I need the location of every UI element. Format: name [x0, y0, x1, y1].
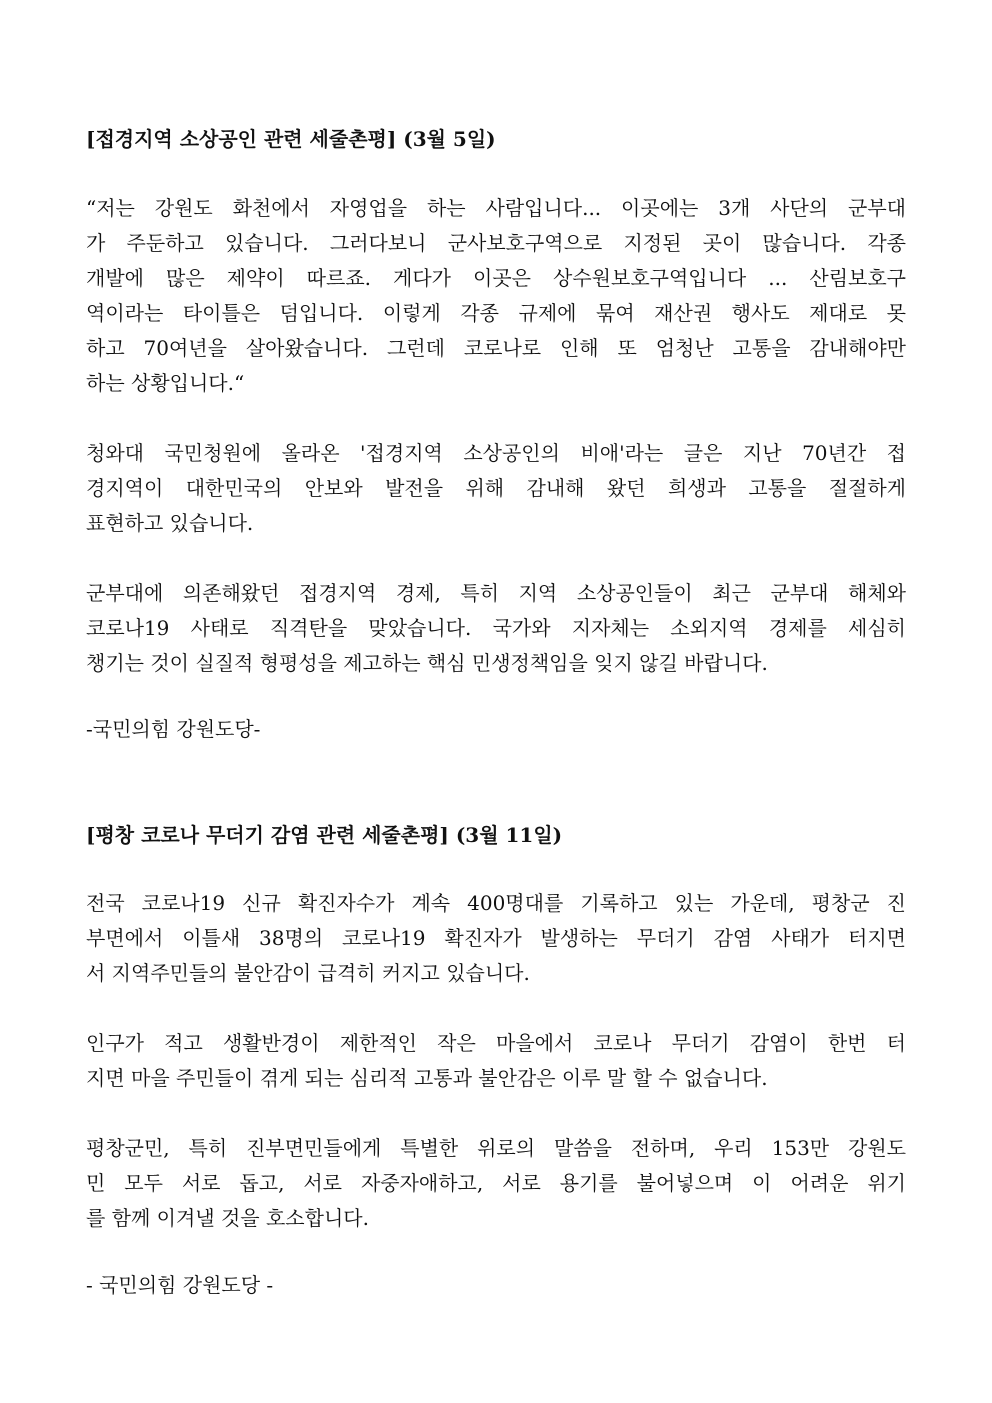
s1-p2-line-3: 표현하고 있습니다.	[86, 511, 254, 535]
s1-p1-line-2: 가 주둔하고 있습니다. 그러다보니 군사보호구역으로 지정된 곳이 많습니다. 각종	[86, 231, 906, 255]
section-1-signature: -국민의힘 강원도당-	[86, 717, 261, 741]
section-2-signature: - 국민의힘 강원도당 -	[86, 1273, 274, 1297]
s2-p3-line-2: 민 모두 서로 돕고, 서로 자중자애하고, 서로 용기를 불어넣으며 이 어려운 위기	[86, 1171, 906, 1195]
s2-p2-line-1: 인구가 적고 생활반경이 제한적인 작은 마을에서 코로나 무더기 감염이 한번 터	[86, 1031, 906, 1055]
s2-p2-line-2: 지면 마을 주민들이 겪게 되는 심리적 고통과 불안감은 이루 말 할 수 없습니다.	[86, 1066, 768, 1090]
s2-p1-line-3: 서 지역주민들의 불안감이 급격히 커지고 있습니다.	[86, 961, 530, 985]
s1-p3-line-2: 코로나19 사태로 직격탄을 맞았습니다. 국가와 지자체는 소외지역 경제를 세심히	[86, 616, 906, 640]
s1-p1-line-6: 하는 상황입니다.“	[86, 371, 245, 395]
s2-p3-line-3: 를 함께 이겨낼 것을 호소합니다.	[86, 1206, 369, 1230]
s2-p1-line-1: 전국 코로나19 신규 확진자수가 계속 400명대를 기록하고 있는 가운데, 평창군 진	[86, 891, 906, 915]
section-2-heading	[86, 818, 562, 852]
section-1-title: [접경지역 소상공인 관련 세줄촌평]	[86, 127, 397, 151]
s2-p3-line-1: 평창군민, 특히 진부면민들에게 특별한 위로의 말씀을 전하며, 우리 153만 강원도	[86, 1136, 906, 1160]
s1-p1-line-4: 역이라는 타이틀은 덤입니다. 이렇게 각종 규제에 묶여 재산권 행사도 제대로 못	[86, 301, 906, 325]
s1-p3-line-3: 챙기는 것이 실질적 형평성을 제고하는 핵심 민생정책임을 잊지 않길 바랍니다.	[86, 651, 768, 675]
section-2-title: [평창 코로나 무더기 감염 관련 세줄촌평]	[86, 823, 449, 847]
s1-p2-line-2: 경지역이 대한민국의 안보와 발전을 위해 감내해 왔던 희생과 고통을 절절하게	[86, 476, 906, 500]
section-2-date: (3월 11일)	[455, 823, 563, 847]
s1-p1-line-5: 하고 70여년을 살아왔습니다. 그런데 코로나로 인해 또 엄청난 고통을 감내해야만	[86, 336, 906, 360]
s1-p1-line-1: “저는 강원도 화천에서 자영업을 하는 사람입니다... 이곳에는 3개 사단의 군부대	[86, 196, 906, 220]
s2-p1-line-2: 부면에서 이틀새 38명의 코로나19 확진자가 발생하는 무더기 감염 사태가 터지면	[86, 926, 906, 950]
s1-p2-line-1: 청와대 국민청원에 올라온 '접경지역 소상공인의 비애'라는 글은 지난 70년간 접	[86, 441, 906, 465]
s1-p3-line-1: 군부대에 의존해왔던 접경지역 경제, 특히 지역 소상공인들이 최근 군부대 해체와	[86, 581, 906, 605]
section-1-date: (3월 5일)	[403, 127, 496, 151]
s1-p1-line-3: 개발에 많은 제약이 따르죠. 게다가 이곳은 상수원보호구역입니다 ... 산림보호구	[86, 266, 906, 290]
section-1-heading	[86, 122, 496, 156]
